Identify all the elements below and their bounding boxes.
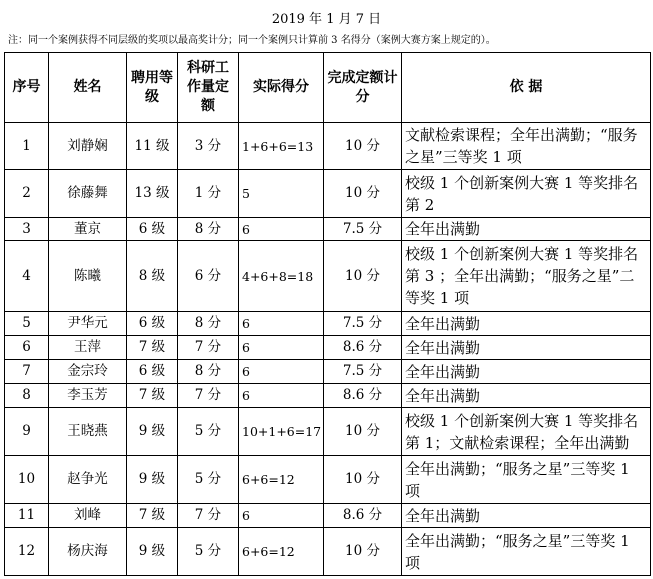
row-score: 4+6+8=18	[239, 241, 324, 312]
row-completed-score: 7.5 分	[324, 360, 402, 384]
row-score: 6	[239, 336, 324, 360]
row-quota: 7 分	[178, 336, 239, 360]
row-level: 6 级	[127, 218, 178, 241]
row-basis: 全年出满勤	[402, 504, 651, 528]
row-level: 6 级	[127, 312, 178, 336]
row-score: 6+6=12	[239, 528, 324, 576]
row-name: 王萍	[49, 336, 127, 360]
row-number: 11	[5, 504, 49, 528]
table-row	[5, 312, 651, 336]
row-completed-score: 7.5 分	[324, 312, 402, 336]
row-basis: 全年出满勤	[402, 360, 651, 384]
row-number: 9	[5, 408, 49, 456]
table-header-row	[5, 53, 651, 123]
row-completed-score: 7.5 分	[324, 218, 402, 241]
row-quota: 5 分	[178, 408, 239, 456]
column-header-name: 姓名	[49, 53, 127, 123]
row-completed-score: 8.6 分	[324, 336, 402, 360]
row-number: 4	[5, 241, 49, 312]
row-number: 7	[5, 360, 49, 384]
row-name: 金宗玲	[49, 360, 127, 384]
row-name: 刘静娴	[49, 123, 127, 170]
row-number: 3	[5, 218, 49, 241]
row-basis: 全年出满勤	[402, 312, 651, 336]
row-score: 6	[239, 218, 324, 241]
table-row	[5, 123, 651, 170]
row-completed-score: 10 分	[324, 456, 402, 504]
row-name: 刘峰	[49, 504, 127, 528]
row-name: 徐藤舞	[49, 170, 127, 218]
row-level: 13 级	[127, 170, 178, 218]
row-name: 董京	[49, 218, 127, 241]
row-level: 7 级	[127, 384, 178, 408]
row-number: 2	[5, 170, 49, 218]
column-header-quota: 科研工作量定额	[178, 53, 239, 123]
column-header-basis: 依 据	[402, 53, 651, 123]
row-level: 7 级	[127, 504, 178, 528]
column-header-done: 完成定额计分	[324, 53, 402, 123]
row-basis: 校级 1 个创新案例大赛 1 等奖排名第 2	[402, 170, 651, 218]
document-date: 2019 年 1 月 7 日	[271, 12, 382, 27]
row-level: 8 级	[127, 241, 178, 312]
table-row	[5, 241, 651, 312]
row-quota: 5 分	[178, 528, 239, 576]
column-header-score: 实际得分	[239, 53, 324, 123]
row-basis: 全年出满勤；“服务之星”三等奖 1 项	[402, 456, 651, 504]
row-score: 6	[239, 504, 324, 528]
table-row	[5, 360, 651, 384]
row-quota: 7 分	[178, 384, 239, 408]
table-row	[5, 456, 651, 504]
row-completed-score: 10 分	[324, 408, 402, 456]
row-name: 杨庆海	[49, 528, 127, 576]
row-completed-score: 10 分	[324, 241, 402, 312]
scoring-note: 注：同一个案例获得不同层级的奖项以最高奖计分；同一个案例只计算前 3 名得分（案例大赛方案上规定的）。	[8, 35, 496, 46]
row-number: 6	[5, 336, 49, 360]
row-basis: 全年出满勤	[402, 218, 651, 241]
row-level: 11 级	[127, 123, 178, 170]
row-basis: 全年出满勤；“服务之星”三等奖 1 项	[402, 528, 651, 576]
row-score: 6	[239, 360, 324, 384]
row-name: 王晓燕	[49, 408, 127, 456]
table-row	[5, 336, 651, 360]
column-header-no: 序号	[5, 53, 49, 123]
row-score: 5	[239, 170, 324, 218]
row-basis: 全年出满勤	[402, 336, 651, 360]
row-quota: 8 分	[178, 218, 239, 241]
row-number: 1	[5, 123, 49, 170]
row-completed-score: 10 分	[324, 123, 402, 170]
row-number: 10	[5, 456, 49, 504]
table-row	[5, 408, 651, 456]
column-header-level: 聘用等级	[127, 53, 178, 123]
row-name: 赵争光	[49, 456, 127, 504]
row-level: 9 级	[127, 528, 178, 576]
row-level: 9 级	[127, 408, 178, 456]
row-score: 6	[239, 312, 324, 336]
row-score: 1+6+6=13	[239, 123, 324, 170]
table-row	[5, 504, 651, 528]
row-number: 5	[5, 312, 49, 336]
row-basis: 全年出满勤	[402, 384, 651, 408]
row-completed-score: 10 分	[324, 528, 402, 576]
table-row	[5, 170, 651, 218]
row-name: 李玉芳	[49, 384, 127, 408]
row-score: 6+6=12	[239, 456, 324, 504]
row-quota: 5 分	[178, 456, 239, 504]
row-quota: 8 分	[178, 312, 239, 336]
row-score: 10+1+6=17	[239, 408, 324, 456]
row-quota: 6 分	[178, 241, 239, 312]
row-level: 9 级	[127, 456, 178, 504]
row-completed-score: 8.6 分	[324, 384, 402, 408]
row-quota: 7 分	[178, 504, 239, 528]
row-name: 尹华元	[49, 312, 127, 336]
row-basis: 文献检索课程；全年出满勤；“服务之星”三等奖 1 项	[402, 123, 651, 170]
table-row	[5, 218, 651, 241]
table-row	[5, 528, 651, 576]
row-completed-score: 8.6 分	[324, 504, 402, 528]
row-level: 7 级	[127, 336, 178, 360]
row-basis: 校级 1 个创新案例大赛 1 等奖排名第 3 ；全年出满勤；“服务之星”二等奖 1 项	[402, 241, 651, 312]
row-number: 8	[5, 384, 49, 408]
row-completed-score: 10 分	[324, 170, 402, 218]
row-number: 12	[5, 528, 49, 576]
row-level: 6 级	[127, 360, 178, 384]
row-quota: 1 分	[178, 170, 239, 218]
row-name: 陈曦	[49, 241, 127, 312]
table-row	[5, 384, 651, 408]
score-table	[4, 52, 651, 576]
row-score: 6	[239, 384, 324, 408]
row-quota: 3 分	[178, 123, 239, 170]
row-quota: 8 分	[178, 360, 239, 384]
row-basis: 校级 1 个创新案例大赛 1 等奖排名第 1；文献检索课程；全年出满勤	[402, 408, 651, 456]
